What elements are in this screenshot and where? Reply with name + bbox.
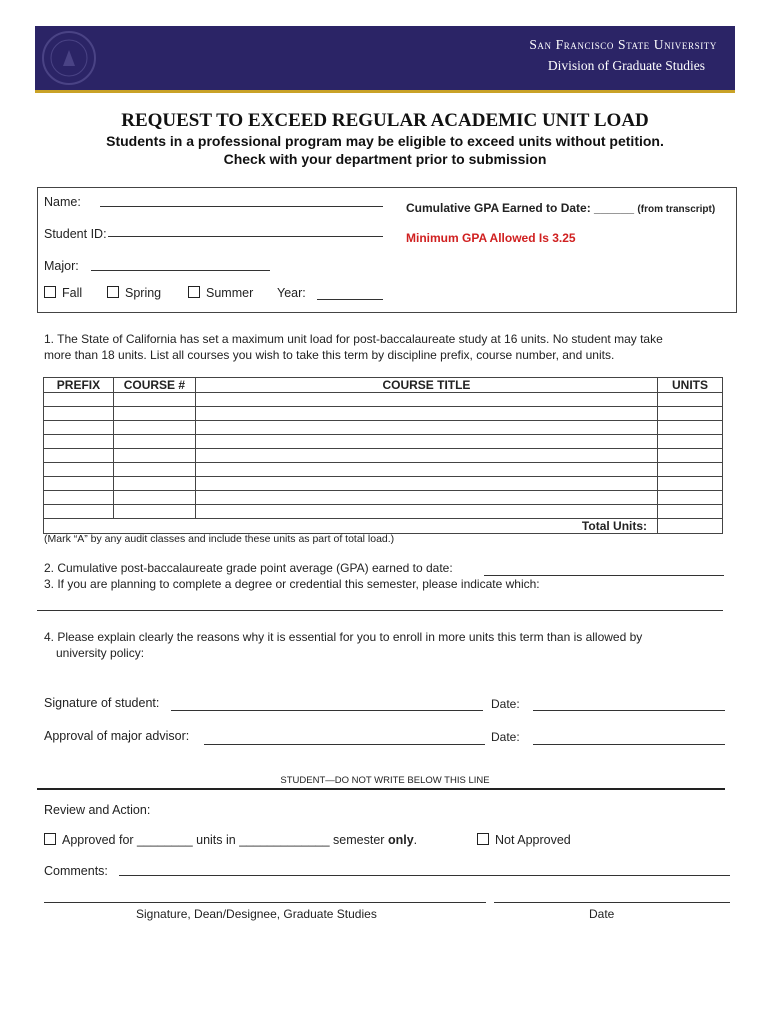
course-table (43, 377, 723, 534)
header-banner (35, 26, 735, 93)
table-cell[interactable] (658, 491, 723, 505)
table-row[interactable] (44, 477, 723, 491)
section4-text-1: 4. Please explain clearly the reasons why it is essential for you to enroll in more units this term than is allowed by (44, 630, 643, 644)
year-field[interactable] (317, 299, 383, 300)
total-units-field[interactable] (658, 519, 723, 534)
review-action-label: Review and Action: (44, 803, 151, 817)
form-title: REQUEST TO EXCEED REGULAR ACADEMIC UNIT LOAD (121, 110, 649, 131)
col-course-title: COURSE TITLE (195, 378, 657, 393)
table-cell[interactable] (195, 505, 657, 519)
table-row[interactable] (44, 435, 723, 449)
term-summer[interactable] (188, 286, 253, 300)
table-cell[interactable] (658, 449, 723, 463)
term-fall[interactable] (44, 286, 82, 300)
dean-date-field[interactable] (494, 902, 730, 903)
advisor-signature-field[interactable] (204, 744, 485, 745)
section4-text-2: university policy: (56, 646, 145, 660)
table-row[interactable] (44, 505, 723, 519)
spring-label: Spring (125, 286, 162, 300)
section2-text: 2. Cumulative post-baccalaureate grade point average (GPA) earned to date: (44, 561, 453, 575)
table-cell[interactable] (113, 407, 195, 421)
form-subtitle-1: Students in a professional program may be eligible to exceed units without petition. (106, 133, 664, 149)
summer-label: Summer (206, 286, 254, 300)
table-cell[interactable] (195, 463, 657, 477)
term-spring[interactable] (107, 286, 161, 300)
not-approved-label: Not Approved (495, 833, 571, 847)
table-cell[interactable] (113, 421, 195, 435)
table-row[interactable] (44, 491, 723, 505)
office-use-divider (37, 788, 725, 790)
table-cell[interactable] (44, 435, 114, 449)
table-cell[interactable] (195, 491, 657, 505)
total-units-label: Total Units: (44, 519, 658, 534)
table-header-row (44, 378, 723, 393)
major-label: Major: (44, 259, 79, 273)
advisor-date-label: Date: (491, 730, 520, 744)
degree-field[interactable] (37, 610, 723, 611)
table-cell[interactable] (658, 435, 723, 449)
student-id-label: Student ID: (44, 227, 107, 241)
comments-label: Comments: (44, 864, 108, 878)
summer-checkbox[interactable] (188, 286, 200, 298)
section1-text-1: 1. The State of California has set a maximum unit load for post-baccalaureate study at 16 units. No student may take (44, 332, 663, 346)
gpa-label-text: Cumulative GPA Earned to Date: ______ (406, 201, 635, 215)
name-field[interactable] (100, 206, 383, 207)
table-cell[interactable] (195, 407, 657, 421)
approved-only: only (387, 833, 414, 847)
table-cell[interactable] (195, 393, 657, 407)
total-row (44, 519, 723, 534)
table-cell[interactable] (658, 505, 723, 519)
table-cell[interactable] (44, 421, 114, 435)
section1-text-2: more than 18 units. List all courses you wish to take this term by discipline prefix, course number, and units. (44, 348, 615, 362)
gpa-field[interactable] (484, 575, 724, 576)
table-cell[interactable] (658, 393, 723, 407)
major-field[interactable] (91, 270, 270, 271)
table-cell[interactable] (113, 463, 195, 477)
name-label: Name: (44, 195, 81, 209)
table-cell[interactable] (44, 393, 114, 407)
student-date-label: Date: (491, 697, 520, 711)
university-name: San Francisco State University (529, 37, 717, 52)
audit-note: (Mark “A” by any audit classes and include these units as part of total load.) (44, 533, 395, 545)
table-cell[interactable] (113, 505, 195, 519)
approved-text: Approved for ________ units in _____________ semester (62, 833, 385, 847)
col-course-number: COURSE # (113, 378, 195, 393)
table-row[interactable] (44, 393, 723, 407)
student-signature-label: Signature of student: (44, 696, 160, 710)
table-row[interactable] (44, 463, 723, 477)
table-cell[interactable] (658, 421, 723, 435)
table-cell[interactable] (44, 463, 114, 477)
gpa-label (406, 201, 715, 215)
fall-checkbox[interactable] (44, 286, 56, 298)
advisor-approval-label: Approval of major advisor: (44, 729, 190, 743)
approved-period: . (413, 833, 418, 847)
office-use-divider-text: STUDENT—DO NOT WRITE BELOW THIS LINE (280, 775, 490, 786)
table-cell[interactable] (195, 421, 657, 435)
col-units: UNITS (658, 378, 723, 393)
table-cell[interactable] (44, 491, 114, 505)
table-cell[interactable] (658, 463, 723, 477)
advisor-date-field[interactable] (533, 744, 725, 745)
university-seal-icon (41, 30, 97, 86)
table-cell[interactable] (195, 477, 657, 491)
student-date-field[interactable] (533, 710, 725, 711)
form-subtitle-2: Check with your department prior to submission (223, 151, 547, 167)
table-cell[interactable] (195, 435, 657, 449)
col-prefix: PREFIX (44, 378, 114, 393)
not-approved-option[interactable] (477, 833, 571, 847)
dean-signature-label: Signature, Dean/Designee, Graduate Studies (136, 907, 377, 921)
table-row[interactable] (44, 449, 723, 463)
table-cell[interactable] (113, 435, 195, 449)
approved-option[interactable] (44, 833, 417, 847)
section3-text: 3. If you are planning to complete a degree or credential this semester, please indicate which: (44, 577, 540, 591)
table-cell[interactable] (113, 449, 195, 463)
fall-label: Fall (62, 286, 83, 300)
table-cell[interactable] (195, 449, 657, 463)
table-cell[interactable] (658, 407, 723, 421)
dean-date-label: Date (589, 907, 615, 921)
division-name: Division of Graduate Studies (547, 58, 705, 73)
approved-checkbox[interactable] (44, 833, 56, 845)
table-cell[interactable] (113, 491, 195, 505)
year-label: Year: (277, 286, 306, 300)
dean-signature-field[interactable] (44, 902, 486, 903)
min-gpa-notice: Minimum GPA Allowed Is 3.25 (406, 231, 576, 245)
spring-checkbox[interactable] (107, 286, 119, 298)
comments-field[interactable] (119, 875, 730, 876)
table-cell[interactable] (44, 477, 114, 491)
gpa-note: (from transcript) (637, 204, 716, 215)
student-id-field[interactable] (108, 236, 383, 237)
not-approved-checkbox[interactable] (477, 833, 489, 845)
table-row[interactable] (44, 407, 723, 421)
table-cell[interactable] (113, 477, 195, 491)
table-cell[interactable] (44, 449, 114, 463)
table-cell[interactable] (44, 407, 114, 421)
table-cell[interactable] (658, 477, 723, 491)
table-cell[interactable] (44, 505, 114, 519)
table-row[interactable] (44, 421, 723, 435)
table-cell[interactable] (113, 393, 195, 407)
student-signature-field[interactable] (171, 710, 483, 711)
